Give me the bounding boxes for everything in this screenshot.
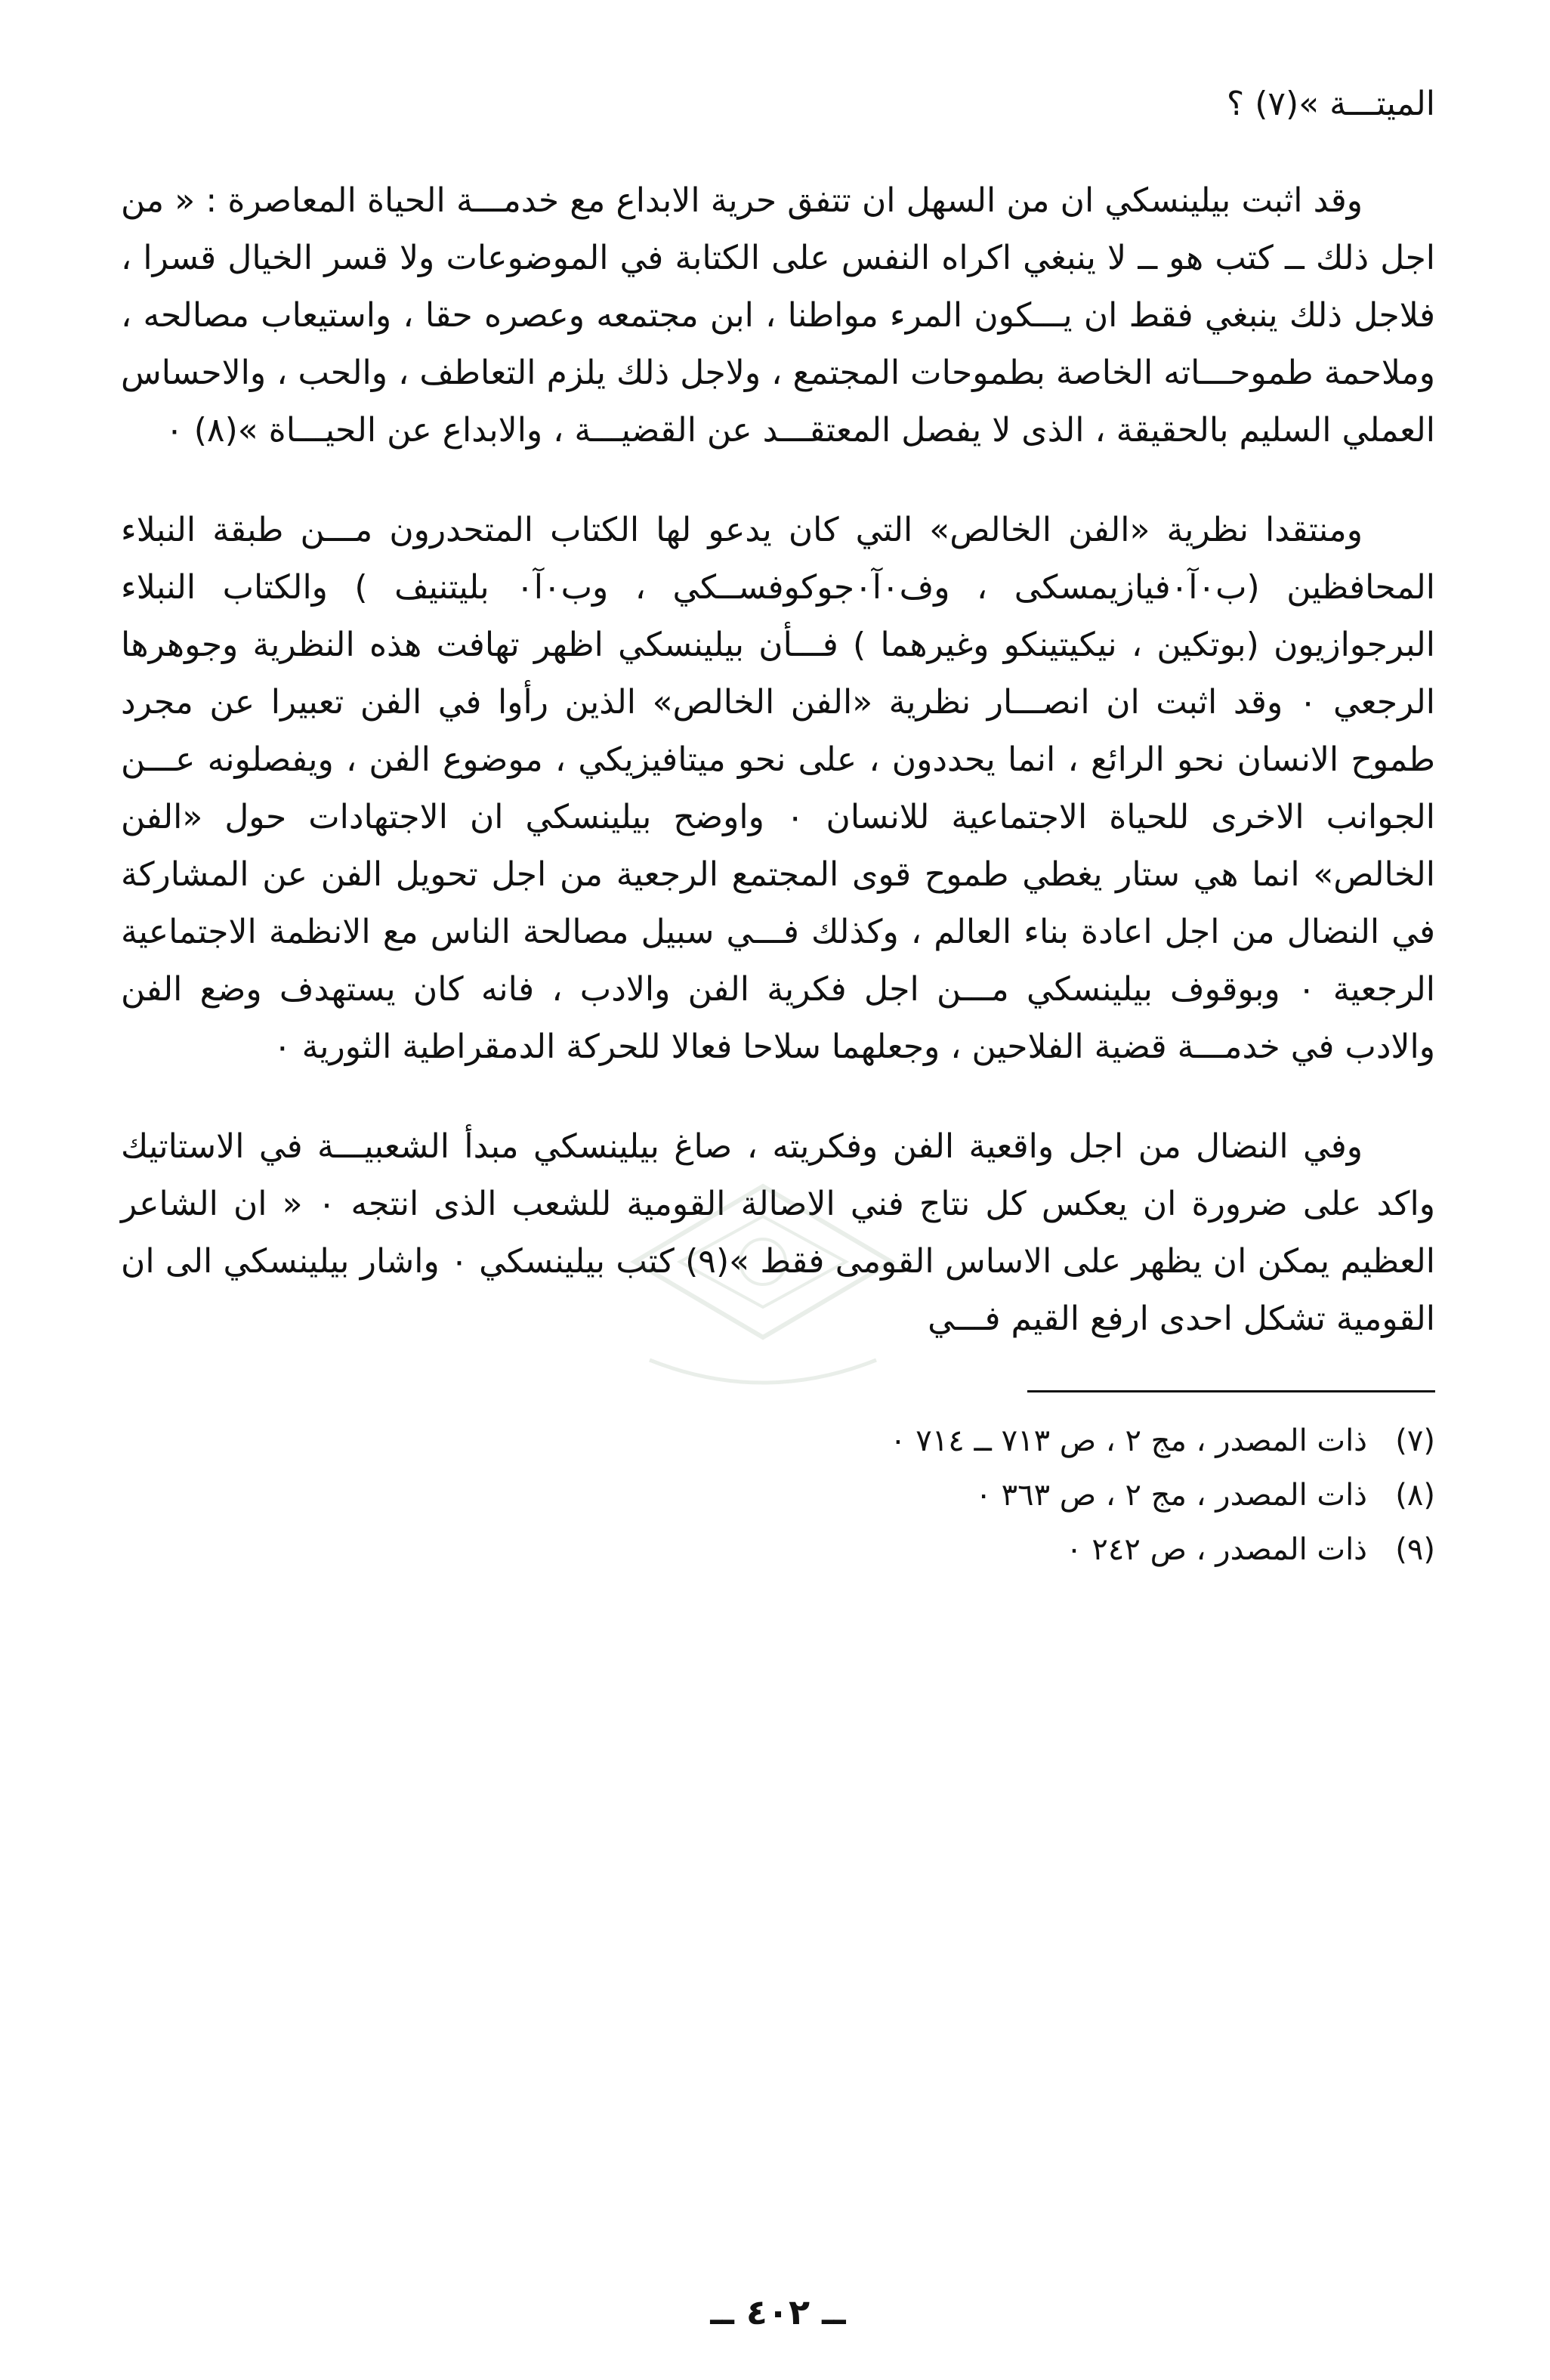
- page-number: ــ ٤٠٢ ــ: [710, 2292, 846, 2332]
- footnote-divider: [1027, 1390, 1435, 1392]
- footnote-7: [121, 1414, 1435, 1468]
- footnote-text: ذات المصدر ، ص ٢٤٢ ٠: [1066, 1532, 1367, 1567]
- paragraph-2: ومنتقدا نظرية «الفن الخالص» التي كان يدعو لها الكتاب المتحدرون مـــن طبقة النبلاء المحافظين (ب٠آ٠فيازيمسكى ، وف٠آ٠جوكوفســكي ، وب٠آ٠ بليتنيف ) والكتاب النبلاء البرجوازيون (بوتكين ، نيكيتينكو وغيرهما ) فـــأن بيلينسكي اظهر تهافت هذه النظرية وجوهرها الرجعي ٠ وقد اثبت ان انصـــار نظرية «الفن الخالص» الذين رأوا في الفن تعبيرا عن مجرد طموح الانسان نحو الرائع ، انما يحددون ، على نحو ميتافيزيكي ، موضوع الفن ، ويفصلونه عـــن الجوانب الاخرى للحياة الاجتماعية للانسان ٠ واوضح بيلينسكي ان الاجتهادات حول «الفن الخالص» انما هي ستار يغطي طموح قوى المجتمع الرجعية من اجل تحويل الفن عن المشاركة في النضال من اجل اعادة بناء العالم ، وكذلك فـــي سبيل مصالحة الناس مع الانظمة الاجتماعية الرجعية ٠ وبوقوف بيلينسكي مـــن اجل فكرية الفن والادب ، فانه كان يستهدف وضع الفن والادب في خدمـــة قضية الفلاحين ، وجعلهما سلاحا فعالا للحركة الدمقراطية الثورية ٠: [121, 511, 1436, 1066]
- footnote-8: [121, 1468, 1435, 1522]
- footnote-9: [121, 1522, 1435, 1577]
- footnote-number: (٩): [1395, 1532, 1435, 1567]
- footnote-number: (٨): [1395, 1478, 1435, 1513]
- footnote-text: ذات المصدر ، مج ٢ ، ص ٧١٣ ــ ٧١٤ ٠: [890, 1423, 1367, 1458]
- continued-line: الميتـــة »(٧) ؟: [1226, 85, 1435, 123]
- footnotes: [121, 1414, 1435, 1577]
- footnote-text: ذات المصدر ، مج ٢ ، ص ٣٦٣ ٠: [975, 1478, 1367, 1513]
- paragraph-3: وفي النضال من اجل واقعية الفن وفكريته ، صاغ بيلينسكي مبدأ الشعبيـــة في الاستاتيك واكد على ضرورة ان يعكس كل نتاج فني الاصالة القومية للشعب الذى انتجه ٠ « ان الشاعر العظيم يمكن ان يظهر على الاساس القومى فقط »(٩) كتب بيلينسكي ٠ واشار بيلينسكي الى ان القومية تشكل احدى ارفع القيم فـــي: [121, 1127, 1435, 1338]
- book-page: [121, 76, 1435, 2342]
- paragraph-1: وقد اثبت بيلينسكي ان من السهل ان تتفق حرية الابداع مع خدمـــة الحياة المعاصرة : « من اجل ذلك ــ كتب هو ــ لا ينبغي اكراه النفس على الكتابة في الموضوعات ولا قسر الخيال قسرا ، فلاجل ذلك ينبغي فقط ان يـــكون المرء مواطنا ، ابن مجتمعه وعصره حقا ، واستيعاب مصالحه ، وملاحمة طموحـــاته الخاصة بطموحات المجتمع ، ولاجل ذلك يلزم التعاطف ، والحب ، والاحساس العملي السليم بالحقيقة ، الذى لا يفصل المعتقـــد عن القضيـــة ، والابداع عن الحيـــاة »(٨) ٠: [121, 181, 1435, 450]
- footnote-number: (٧): [1395, 1423, 1435, 1458]
